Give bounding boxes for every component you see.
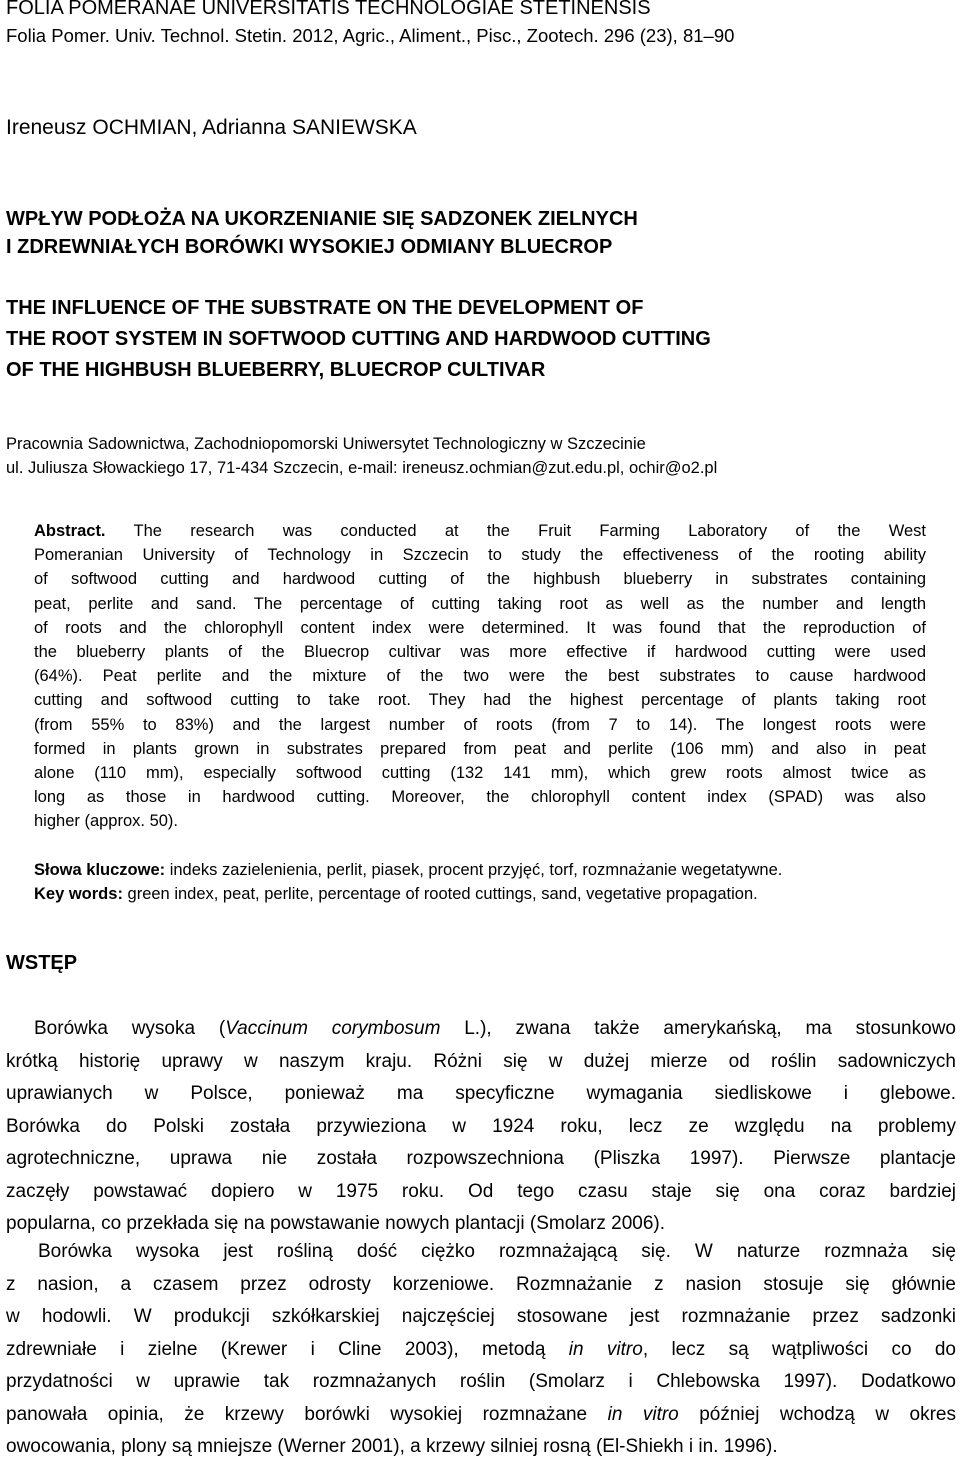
affiliation xyxy=(6,432,717,480)
title-english-line: THE ROOT SYSTEM IN SOFTWOOD CUTTING AND HARDWOOD CUTTING xyxy=(6,328,711,350)
abstract-line: long as those in hardwood cutting. Moreover, the chlorophyll content index (SPAD) was also xyxy=(34,788,926,807)
text-run: Borówka wysoka ( xyxy=(34,1018,226,1039)
abstract-line xyxy=(34,519,926,543)
paragraph-line: przydatności w uprawie tak rozmnażanych roślin (Smolarz i Chlebowska 1997). Dodatkowo xyxy=(6,1371,956,1392)
abstract-label: Abstract. xyxy=(34,522,106,540)
keywords-polish-text: indeks zazielenienia, perlit, piasek, procent przyjęć, torf, rozmnażanie wegetatywne. xyxy=(169,861,783,879)
paragraph-line: krótką historię uprawy w naszym kraju. Różni się w dużej mierze od roślin sadowniczych xyxy=(6,1050,956,1072)
species-name: Vaccinum corymbosum xyxy=(225,1018,441,1039)
authors: Ireneusz OCHMIAN, Adrianna SANIEWSKA xyxy=(6,116,417,139)
abstract-line: (from 55% to 83%) and the largest number of roots (from 7 to 14). The longest roots were xyxy=(34,715,926,734)
title-english xyxy=(6,293,711,386)
paragraph-line: w hodowli. W produkcji szkółkarskiej najczęściej stosowane jest rozmnażanie przez sadzonki xyxy=(6,1306,956,1327)
abstract-line: higher (approx. 50). xyxy=(34,812,178,831)
affiliation-line: Pracownia Sadownictwa, Zachodniopomorski Uniwersytet Technologiczny w Szczecinie xyxy=(6,435,646,453)
journal-citation: Folia Pomer. Univ. Technol. Stetin. 2012, Agric., Aliment., Pisc., Zootech. 296 (23), 81–90 xyxy=(6,25,735,46)
paragraph-line: Borówka wysoka jest rośliną dość ciężko rozmnażającą się. W naturze rozmnaża się xyxy=(38,1241,956,1262)
text-run: panowała opinia, że krzewy borówki wysokiej rozmnażane xyxy=(6,1403,608,1425)
paragraph-line: owocowania, plony są mniejsze (Werner 2001), a krzewy silniej rosną (El-Shiekh i in. 1996). xyxy=(6,1436,778,1457)
title-english-line: THE INFLUENCE OF THE SUBSTRATE ON THE DEVELOPMENT OF xyxy=(6,297,644,319)
paragraph-line xyxy=(6,1334,956,1367)
abstract xyxy=(34,519,926,833)
paragraph-line: zaczęły powstawać dopiero w 1975 roku. Od tego czasu staje się ona coraz bardziej xyxy=(6,1180,956,1202)
keywords-english-text: green index, peat, perlite, percentage of rooted cuttings, sand, vegetative propagation. xyxy=(127,885,758,903)
method-term: in vitro xyxy=(568,1338,643,1360)
abstract-text: The research was conducted at the Fruit Farming Laboratory of the West xyxy=(133,522,926,540)
abstract-line: (64%). Peat perlite and the mixture of the two were the best substrates to cause hardwood xyxy=(34,667,926,686)
paragraph-line: agrotechniczne, uprawa nie została rozpowszechniona (Pliszka 1997). Pierwsze plantacje xyxy=(6,1148,956,1169)
text-run: , lecz są wątpliwości co do xyxy=(642,1338,956,1360)
text-run: L.), zwana także amerykańską, ma stosunkowo xyxy=(440,1018,956,1039)
section-heading: WSTĘP xyxy=(6,952,78,974)
paragraph-line: Borówka do Polski została przywieziona w 1924 roku, lecz ze względu na problemy xyxy=(6,1115,956,1137)
journal-name: FOLIA POMERANAE UNIVERSITATIS TECHNOLOGIAE STETINENSIS xyxy=(6,0,651,19)
affiliation-line: ul. Juliusza Słowackiego 17, 71-434 Szczecin, e-mail: ireneusz.ochmian@zut.edu.pl, ochir@o2.pl xyxy=(6,459,718,477)
paragraph-line xyxy=(6,1399,956,1432)
intro-paragraph-2 xyxy=(6,1236,956,1464)
paragraph-line: popularna, co przekłada się na powstawanie nowych plantacji (Smolarz 2006). xyxy=(6,1213,666,1234)
title-polish-line: I ZDREWNIAŁYCH BORÓWKI WYSOKIEJ ODMIANY BLUECROP xyxy=(6,236,613,258)
intro-paragraph-1 xyxy=(6,1013,956,1241)
abstract-line: formed in plants grown in substrates prepared from peat and perlite (106 mm) and also in peat xyxy=(34,739,926,758)
abstract-line: the blueberry plants of the Bluecrop cultivar was more effective if hardwood cutting were used xyxy=(34,642,926,661)
paragraph-line xyxy=(6,1013,956,1046)
title-polish-line: WPŁYW PODŁOŻA NA UKORZENIANIE SIĘ SADZONEK ZIELNYCH xyxy=(6,208,638,230)
text-run: później wchodzą w okres xyxy=(678,1403,956,1425)
abstract-line: cutting and softwood cutting to take root. They had the highest percentage of plants taking root xyxy=(34,691,926,710)
abstract-line: alone (110 mm), especially softwood cutting (132 141 mm), which grew roots almost twice as xyxy=(34,763,926,782)
keywords xyxy=(34,858,782,906)
paragraph-line: z nasion, a czasem przez odrosty korzeniowe. Rozmnażanie z nasion stosuje się głównie xyxy=(6,1273,956,1295)
title-english-line: OF THE HIGHBUSH BLUEBERRY, BLUECROP CULTIVAR xyxy=(6,359,546,381)
abstract-line: of softwood cutting and hardwood cutting of the highbush blueberry in substrates containing xyxy=(34,570,926,589)
abstract-line: peat, perlite and sand. The percentage of cutting taking root as well as the number and length xyxy=(34,594,926,613)
text-run: zdrewniałe i zielne (Krewer i Cline 2003), metodą xyxy=(6,1338,569,1360)
abstract-line: Pomeranian University of Technology in Szczecin to study the effectiveness of the rooting ability xyxy=(34,546,926,565)
title-polish xyxy=(6,205,638,261)
keywords-english-label: Key words: xyxy=(34,885,123,903)
abstract-line: of roots and the chlorophyll content index were determined. It was found that the reproduction of xyxy=(34,618,926,637)
keywords-english xyxy=(34,882,782,906)
keywords-polish-label: Słowa kluczowe: xyxy=(34,861,166,879)
keywords-polish xyxy=(34,858,782,882)
paragraph-line: uprawianych w Polsce, ponieważ ma specyficzne wymagania siedliskowe i glebowe. xyxy=(6,1083,956,1104)
method-term: in vitro xyxy=(607,1403,679,1425)
